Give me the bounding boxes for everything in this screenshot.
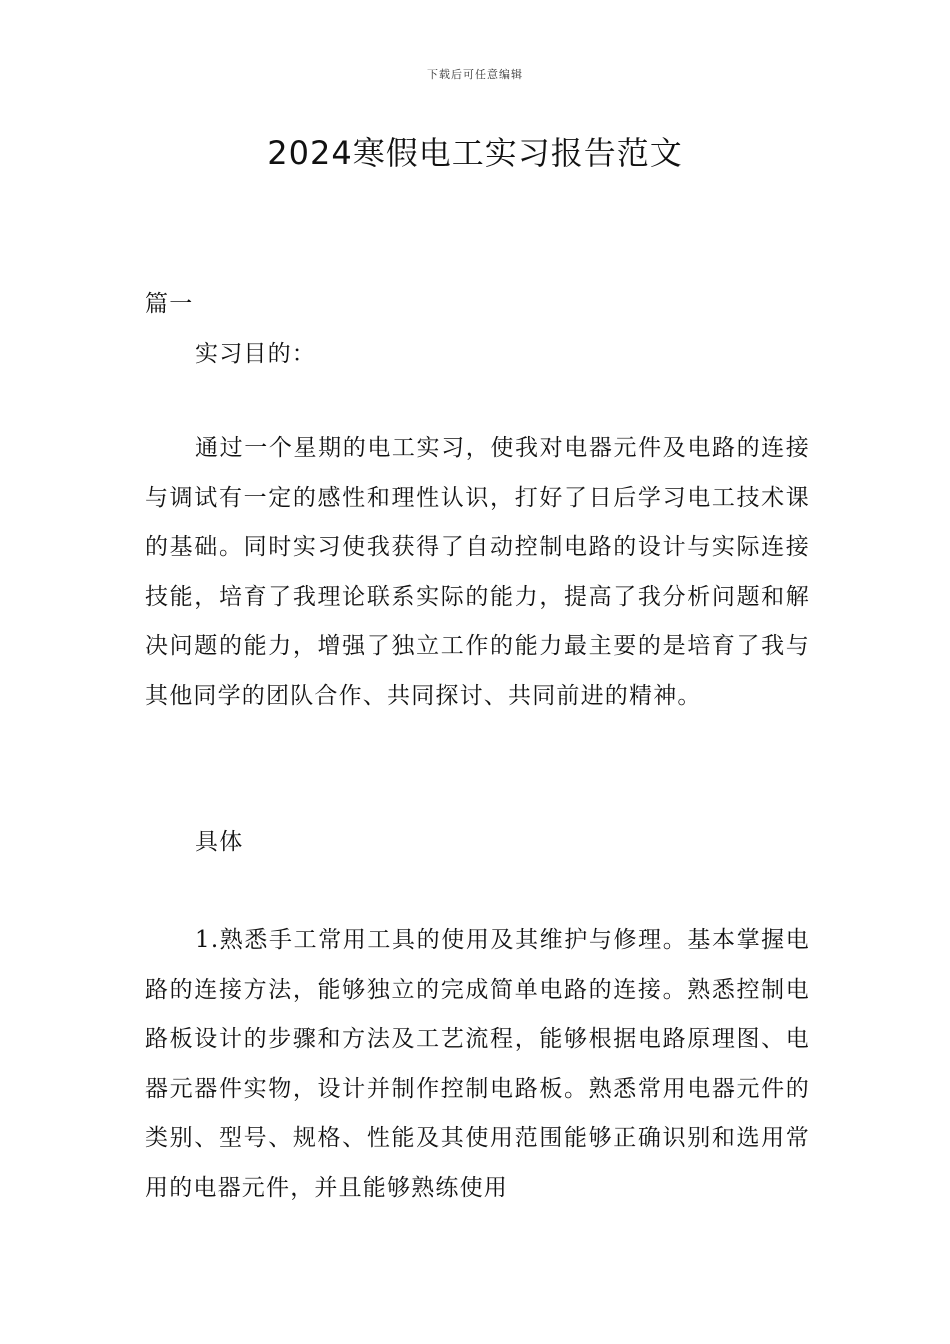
purpose-paragraph: 通过一个星期的电工实习，使我对电器元件及电路的连接与调试有一定的感性和理性认识，打好了日后学习电工技术课的基础。同时实习使我获得了自动控制电路的设计与实际连接技能，培育了我理论联系实际的能力，提高了我分析问题和解决问题的能力，增强了独立工作的能力最主要的是培育了我与其他同学的团队合作、共同探讨、共同前进的精神。 [145,435,810,709]
detail-paragraph: 1.熟悉手工常用工具的使用及其维护与修理。基本掌握电路的连接方法，能够独立的完成简单电路的连接。熟悉控制电路板设计的步骤和方法及工艺流程，能够根据电路原理图、电器元器件实物，设计并制作控制电路板。熟悉常用电器元件的类别、型号、规格、性能及其使用范围能够正确识别和选用常用的电器元件，并且能够熟练使用 [145,927,810,1201]
document-title: 2024寒假电工实习报告范文 [267,134,683,172]
header-note: 下载后可任意编辑 [427,68,523,81]
section-label: 篇一 [145,291,194,317]
detail-heading: 具体 [195,829,244,855]
purpose-heading: 实习目的： [195,341,316,367]
